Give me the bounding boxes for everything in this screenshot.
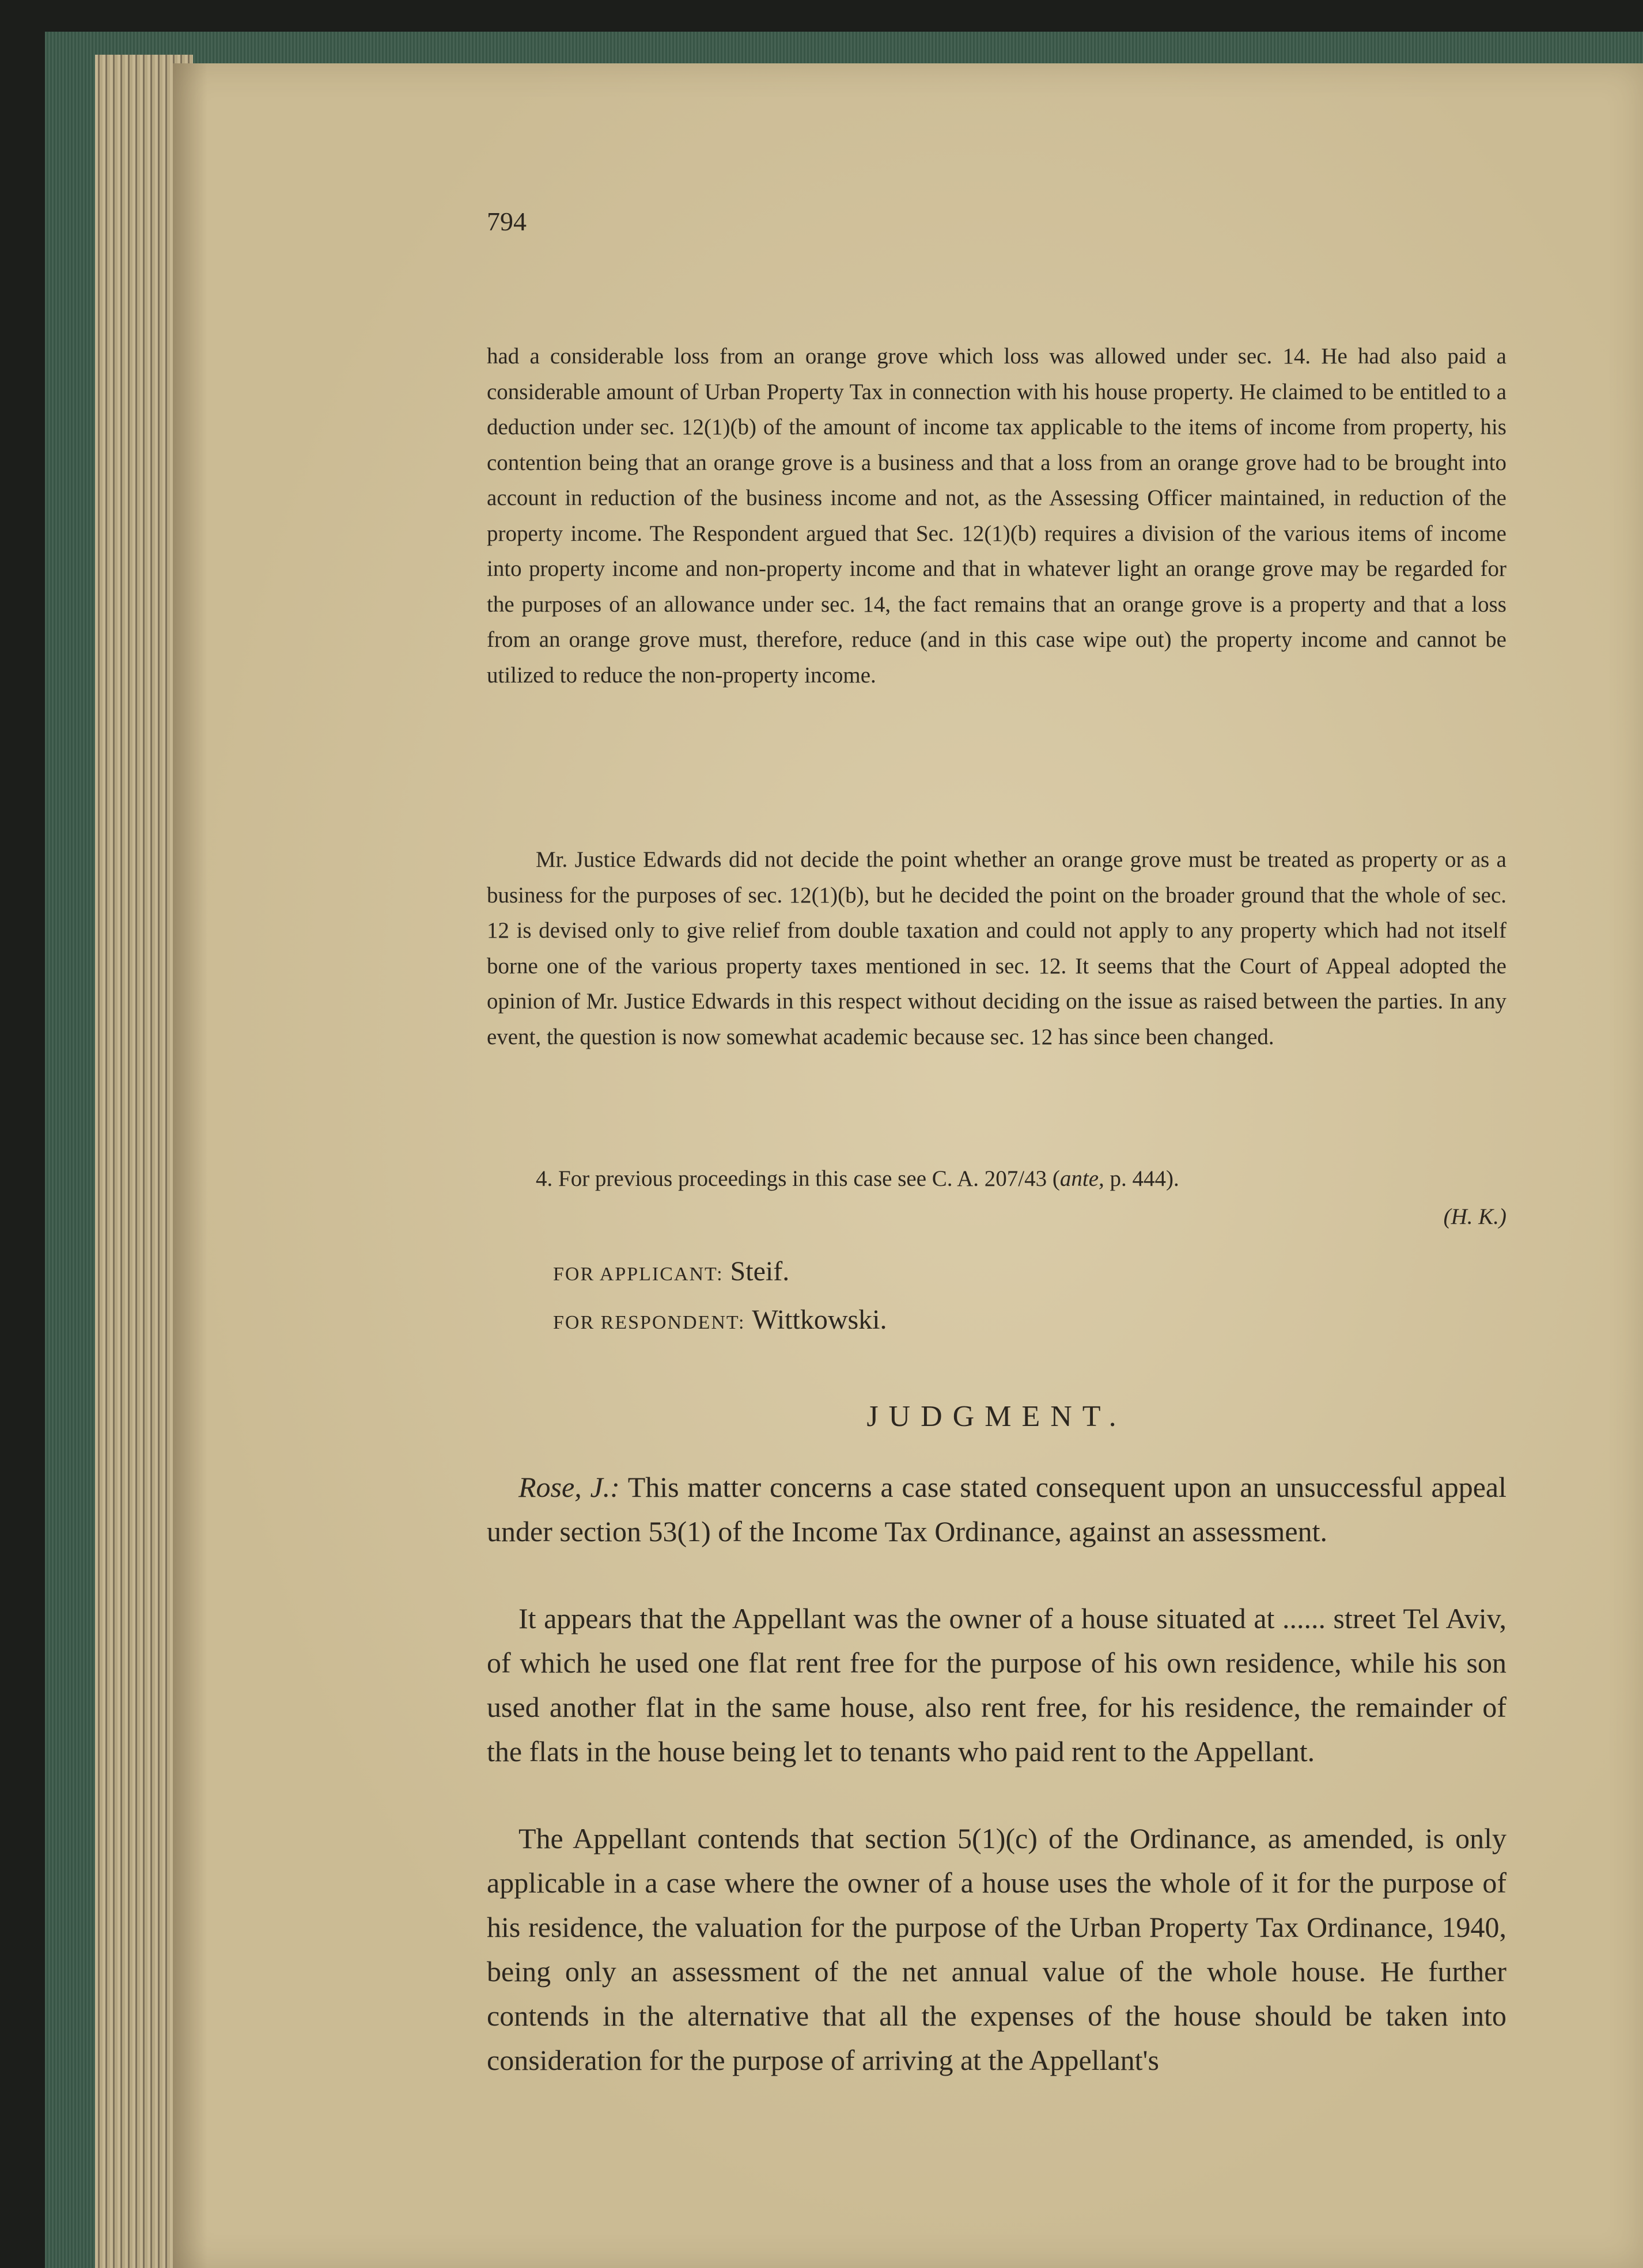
footnote-paragraph: Mr. Justice Edwards did not decide the point whether an orange grove must be treated as property or as a business for the purposes of sec. 12(1)(b), but he decided the point on the broader ground that the whole of sec. 12 is devised only to give relief from double taxation and could not apply to any property which had not itself borne one of the various property taxes mentioned in sec. 12. It seems that the Court of Appeal adopted the opinion of Mr. Justice Edwards in this respect without deciding on the issue as raised between the parties. In any event, the question is now somewhat academic because sec. 12 has since been changed. [487,847,1506,1049]
judgment-paragraph [487,1465,1506,1554]
page-number: 794 [487,207,527,236]
footnote-4-text: 4. For previous proceedings in this case see C. A. 207/43 ( [536,1166,1060,1191]
book-page [173,63,1643,2268]
judge-name: Rose, J.: [518,1471,620,1503]
counsel-respondent-name: Wittkowski. [752,1304,887,1335]
counsel-applicant-label: FOR APPLICANT: [553,1264,724,1285]
counsel-respondent-label: FOR RESPONDENT: [553,1312,745,1333]
judgment-paragraph: The Appellant contends that section 5(1)(c) of the Ordinance, as amended, is only applicable in a case where the owner of a house uses the whole of it for the purpose of his residence, the valuation for the purpose of the Urban Property Tax Ordinance, 1940, being only an assessment of the net annual value of the whole house. He further contends in the alternative that all the expenses of the house should be taken into consideration for the purpose of arriving at the Appellant's [487,1822,1506,2076]
footnote-paragraph: had a considerable loss from an orange grove which loss was allowed under sec. 14. He had also paid a considerable amount of Urban Property Tax in connection with his house property. He claimed to be entitled to a deduction under sec. 12(1)(b) of the amount of income tax applicable to the items of income from property, his contention being that an orange grove is a business and that a loss from an orange grove had to be brought into account in reduction of the business income and not, as the Assessing Officer maintained, in reduction of the property income. The Respondent argued that Sec. 12(1)(b) requires a division of the various items of income into property income and non-property income and that in whatever light an orange grove may be regarded for the purposes of an allowance under sec. 14, the fact remains that an orange grove is a property and that a loss from an orange grove must, therefore, reduce (and in this case wipe out) the property income and cannot be utilized to reduce the non-property income. [487,344,1506,688]
judgment-paragraph: It appears that the Appellant was the owner of a house situated at ...... street Tel Aviv, of which he used one flat rent free for the purpose of his own residence, while his son used another flat in the same house, also rent free, for his residence, the remainder of the flats in the house being let to tenants who paid rent to the Appellant. [487,1602,1506,1768]
counsel-applicant-name: Steif. [730,1256,790,1287]
counsel-applicant [553,1256,789,1287]
footnote-4-end: p. 444). [1104,1166,1179,1191]
footnote-4 [487,1161,1506,1197]
editor-initials: (H. K.) [1443,1204,1506,1229]
counsel-respondent [553,1304,887,1336]
footnote-4-ante: ante, [1059,1166,1104,1191]
judgment-heading: JUDGMENT. [866,1400,1127,1433]
judgment-paragraph-1-text: This matter concerns a case stated consequent upon an unsuccessful appeal under section 53(1) of the Income Tax Ordinance, against an assessment. [487,1471,1506,1548]
